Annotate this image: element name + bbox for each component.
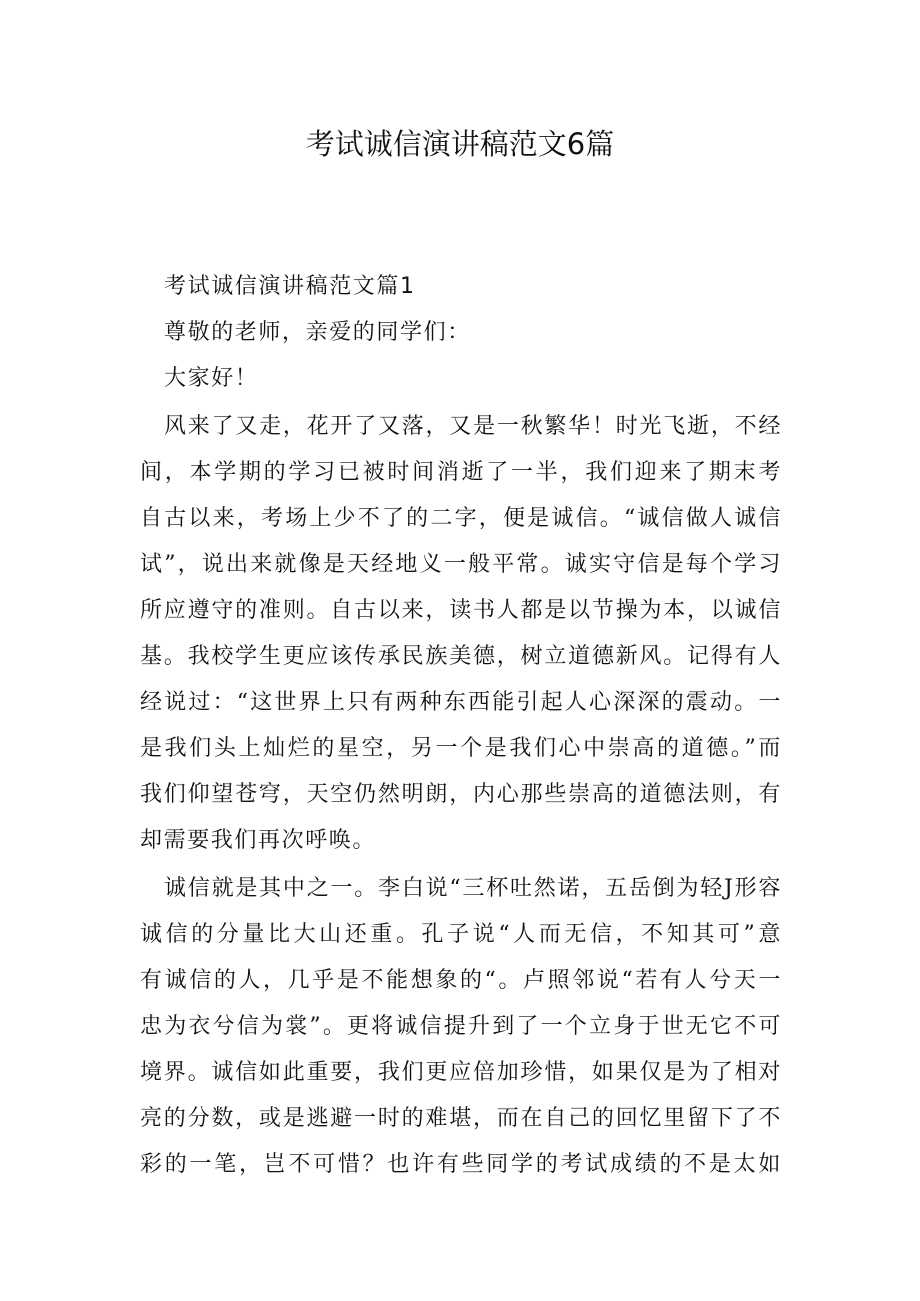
document-title: 考试诚信演讲稿范文6篇 bbox=[305, 127, 615, 161]
document-body bbox=[140, 264, 782, 1188]
paragraph-line: 试”，说出来就像是天经地义一般平常。诚实守信是每个学习 bbox=[140, 552, 782, 577]
section-heading: 考试诚信演讲稿范文篇1 bbox=[164, 274, 416, 299]
paragraph-line: 经说过：“这世界上只有两种东西能引起人心深深的震动。一 bbox=[140, 690, 782, 715]
salutation: 尊敬的老师，亲爱的同学们： bbox=[164, 320, 471, 345]
paragraph-line: 诚信就是其中之一。李白说“三杯吐然诺，五岳倒为轻J形容 bbox=[164, 876, 782, 901]
paragraph-line: 风来了又走，花开了又落，又是一秋繁华！时光飞逝，不经 bbox=[164, 414, 782, 439]
paragraph-line: 彩的一笔，岂不可惜？也许有些同学的考试成绩的不是太如 bbox=[140, 1152, 782, 1177]
paragraph-line: 境界。诚信如此重要，我们更应倍加珍惜，如果仅是为了相对 bbox=[140, 1060, 782, 1085]
paragraph-2 bbox=[140, 866, 782, 1188]
paragraph-line: 忠为衣兮信为裳”。更将诚信提升到了一个立身于世无它不可 bbox=[140, 1014, 782, 1039]
greeting: 大家好！ bbox=[164, 366, 259, 391]
paragraph-line: 却需要我们再次呼唤。 bbox=[140, 828, 377, 853]
paragraph-line: 自古以来，考场上少不了的二字，便是诚信。“诚信做人诚信 bbox=[140, 506, 782, 531]
paragraph-line: 基。我校学生更应该传承民族美德，树立道德新风。记得有人 bbox=[140, 644, 782, 669]
paragraph-1 bbox=[140, 404, 782, 864]
paragraph-line: 亮的分数，或是逃避一时的难堪，而在自己的回忆里留下了不 bbox=[140, 1106, 782, 1131]
paragraph-line: 有诚信的人，几乎是不能想象的“。卢照邻说“若有人兮天一 bbox=[140, 968, 782, 993]
paragraph-line: 间，本学期的学习已被时间消逝了一半，我们迎来了期末考 bbox=[140, 460, 782, 485]
paragraph-line: 所应遵守的准则。自古以来，读书人都是以节操为本，以诚信 bbox=[140, 598, 782, 623]
paragraph-line: 我们仰望苍穹，天空仍然明朗，内心那些崇高的道德法则，有 bbox=[140, 782, 782, 807]
paragraph-line: 诚信的分量比大山还重。孔子说“人而无信，不知其可”意 bbox=[140, 922, 782, 947]
paragraph-line: 是我们头上灿烂的星空，另一个是我们心中崇高的道德。”而 bbox=[140, 736, 782, 761]
